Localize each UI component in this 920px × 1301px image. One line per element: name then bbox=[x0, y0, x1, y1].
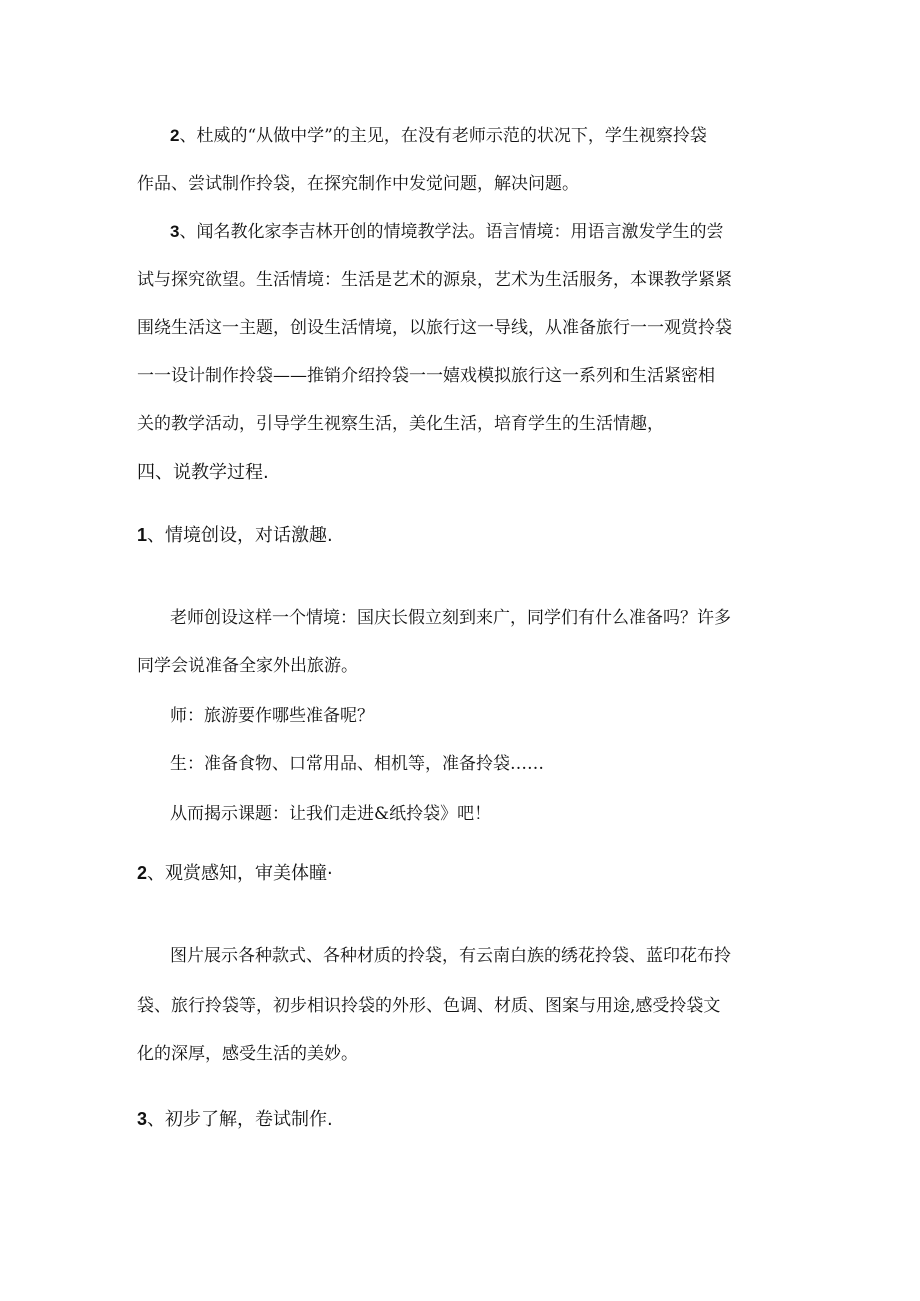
step-1-paragraph-line-1: 老师创设这样一个情境：国庆长假立刻到来广，同学们有什么准备吗？许多 bbox=[170, 608, 731, 628]
step-2-paragraph-line-3: 化的深厚，感受生活的美妙。 bbox=[137, 1044, 358, 1064]
paragraph-number: 2 bbox=[170, 126, 180, 145]
paragraph-3-line-4: 一一设计制作拎袋——推销介绍拎袋一一嬉戏模拟旅行这一系列和生活紧密相 bbox=[137, 366, 715, 386]
paragraph-3-line-3: 围绕生活这一主题，创设生活情境，以旅行这一导线，从准备旅行一一观赏拎袋 bbox=[137, 318, 732, 338]
step-number: 3 bbox=[137, 1109, 148, 1129]
student-answer: 生：准备食物、口常用品、相机等，准备拎袋…… bbox=[170, 754, 544, 774]
paragraph-2-line-1: 2、杜威的“从做中学”的主见，在没有老师示范的状况下，学生视察拎袋 bbox=[170, 126, 707, 146]
section-heading-4: 四、说教学过程. bbox=[137, 462, 269, 483]
paragraph-number: 3 bbox=[170, 222, 180, 241]
step-number: 2 bbox=[137, 863, 148, 883]
step-2-paragraph-line-2: 袋、旅行拎袋等，初步相识拎袋的外形、色调、材质、图案与用途,感受拎袋文 bbox=[137, 996, 721, 1016]
paragraph-3-line-2: 试与探究欲望。生活情境：生活是艺术的源泉，艺术为生活服务，本课教学紧紧 bbox=[137, 270, 732, 290]
step-1-heading: 1、情境创设，对话激趣. bbox=[137, 525, 333, 546]
step-1-paragraph-line-2: 同学会说准备全家外出旅游。 bbox=[137, 656, 358, 676]
step-2-paragraph-line-1: 图片展示各种款式、各种材质的拎袋，有云南白族的绣花拎袋、蓝印花布拎 bbox=[170, 946, 731, 966]
paragraph-3-line-5: 关的教学活动，引导学生视察生活，美化生活，培育学生的生活情趣， bbox=[137, 414, 664, 434]
step-number: 1 bbox=[137, 525, 148, 545]
topic-reveal: 从而揭示课题：让我们走进&纸拎袋》吧！ bbox=[170, 804, 492, 824]
teacher-question: 师：旅游要作哪些准备呢？ bbox=[170, 706, 374, 726]
paragraph-3-line-1: 3、闻名教化家李吉林开创的情境教学法。语言情境：用语言激发学生的尝 bbox=[170, 222, 724, 242]
step-2-heading: 2、观赏感知，审美体瞳· bbox=[137, 863, 333, 884]
step-3-heading: 3、初步了解，卷试制作. bbox=[137, 1109, 333, 1130]
paragraph-2-line-2: 作品、尝试制作拎袋，在探究制作中发觉问题，解决问题。 bbox=[137, 174, 579, 194]
